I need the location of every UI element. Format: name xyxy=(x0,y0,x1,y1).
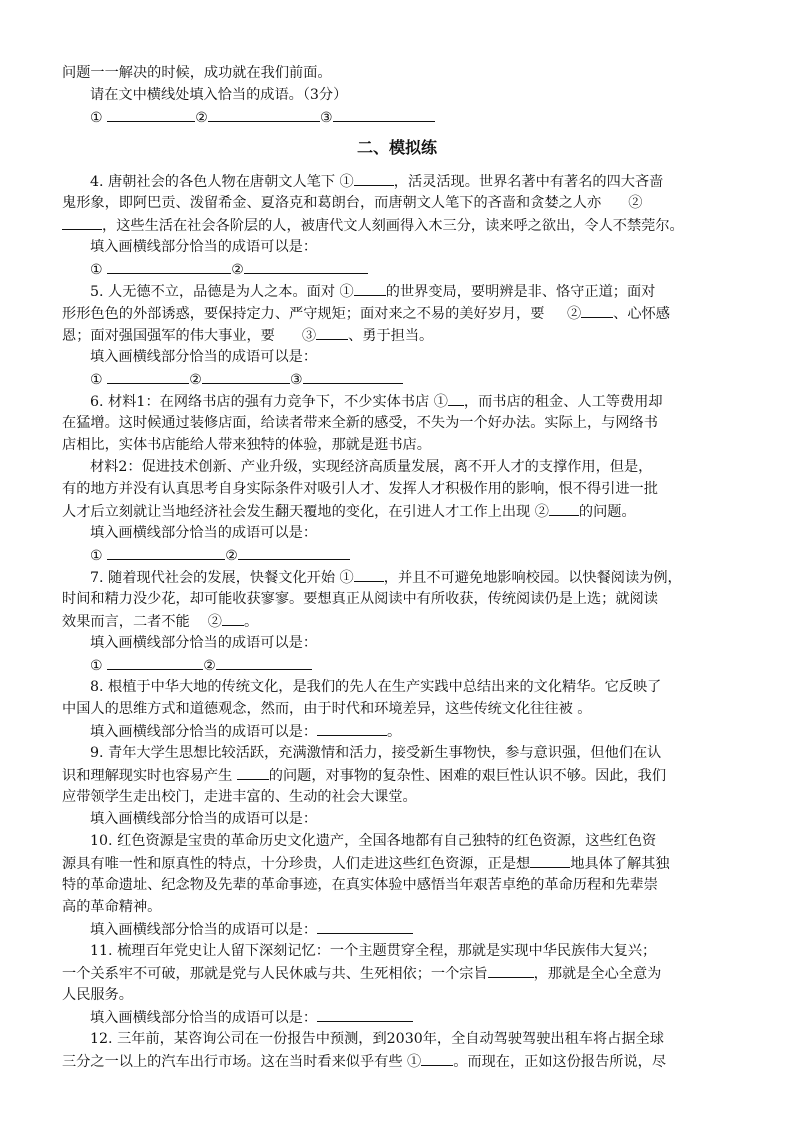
answer-blank[interactable] xyxy=(107,106,195,122)
q7-prompt: 填入画横线部分恰当的成语可以是： xyxy=(90,635,318,651)
answer-blank[interactable] xyxy=(317,918,413,934)
q10-line-3: 特的革命遗址、纪念物及先辈的革命事迹，在真实体验中感悟当年艰苦卓绝的革命历程和先辈崇 xyxy=(62,877,658,893)
intro-blanks xyxy=(90,106,770,129)
intro-line-2: 请在文中横线处填入恰当的成语。（3分） xyxy=(90,87,348,103)
q9-prompt: 填入画横线部分恰当的成语可以是： xyxy=(90,811,318,827)
answer-blank[interactable] xyxy=(202,368,290,384)
q9-line-1: 9. 青年大学生思想比较活跃，充满激情和活力，接受新生事物快，参与意识强，但他们在认 xyxy=(90,745,662,761)
q11-line-3: 人民服务。 xyxy=(62,987,133,1003)
blank-marker: ③ xyxy=(319,110,333,126)
answer-blank[interactable] xyxy=(107,544,225,560)
q4-line-3: ，这些生活在社会各阶层的人，被唐代文人刻画得入木三分，读来呼之欲出，令人不禁莞尔。 xyxy=(62,214,742,237)
q5-line-1: 5. 人无德不立，品德是为人之本。面对 ① 的世界变局，要明辨是非、恪守正道；面对 xyxy=(90,280,770,303)
answer-blank[interactable] xyxy=(222,610,244,626)
answer-blank[interactable] xyxy=(303,368,403,384)
q4-line-2: 鬼形象，即阿巴贡、泼留希金、夏洛克和葛朗台，而唐朝文人笔下的吝啬和贪婪之人亦 ② xyxy=(62,195,643,211)
answer-blank[interactable] xyxy=(317,720,387,736)
q12-line-2: 三分之一以上的汽车出行市场。这在当时看来似乎有些 ① 。而现在，正如这份报告所说，尽 xyxy=(62,1050,742,1073)
q6-blanks: ① ② xyxy=(90,544,770,567)
answer-blank[interactable] xyxy=(333,106,435,122)
answer-blank[interactable] xyxy=(208,106,320,122)
answer-blank[interactable] xyxy=(107,258,231,274)
answer-blank[interactable] xyxy=(107,368,189,384)
answer-blank[interactable] xyxy=(354,566,384,582)
answer-blank[interactable] xyxy=(421,1050,453,1066)
q9-line-2: 识和理解现实时也容易产生 的问题，对事物的复杂性、困难的艰巨性认识不够。因此，我们 xyxy=(62,764,742,787)
q11-line-1: 11. 梳理百年党史让人留下深刻记忆：一个主题贯穿全程，那就是实现中华民族伟大复兴； xyxy=(90,943,657,959)
q6-line-4: 材料2：促进技术创新、产业升级，实现经济高质量发展，离不开人才的支撑作用，但是， xyxy=(90,459,653,475)
answer-blank[interactable] xyxy=(244,258,368,274)
q7-blanks: ① ② xyxy=(90,654,770,677)
q5-line-3: 恩；面对强国强军的伟大事业，要 ③ 、勇于担当。 xyxy=(62,324,742,347)
q6-line-2: 在猛增。这时候通过装修店面，给读者带来全新的感受，不失为一个好办法。实际上，与网络书 xyxy=(62,415,658,431)
q8-prompt: 填入画横线部分恰当的成语可以是： 。 xyxy=(90,720,770,743)
q12-line-1: 12. 三年前，某咨询公司在一份报告中预测，到2030年，全自动驾驶驾驶出租车将占据全球 xyxy=(90,1031,664,1047)
answer-blank[interactable] xyxy=(237,764,269,780)
q6-line-6: 人才后立刻就让当地经济社会发生翻天覆地的变化，在引进人才工作上出现 ② 的问题。 xyxy=(62,500,742,523)
section-title: 二、模拟练 xyxy=(356,138,437,157)
blank-marker: ① xyxy=(90,110,103,126)
answer-blank[interactable] xyxy=(316,324,348,340)
q6-line-3: 店相比，实体书店能给人带来独特的体验，那就是逛书店。 xyxy=(62,437,431,453)
q11-line-2: 一个关系牢不可破，那就是党与人民休戚与共、生死相依；一个宗旨 ，那就是全心全意为 xyxy=(62,962,742,985)
q5-prompt: 填入画横线部分恰当的成语可以是： xyxy=(90,349,318,365)
q11-prompt: 填入画横线部分恰当的成语可以是： xyxy=(90,1006,770,1029)
answer-blank[interactable] xyxy=(216,654,312,670)
q8-line-1: 8. 根植于中华大地的传统文化，是我们的先人在生产实践中总结出来的文化精华。它反映了 xyxy=(90,679,662,695)
q10-line-1: 10. 红色资源是宝贵的革命历史文化遗产，全国各地都有自己独特的红色资源，这些红色资 xyxy=(90,833,657,849)
q4-blanks: ① ② xyxy=(90,258,770,281)
answer-blank[interactable] xyxy=(530,852,570,868)
answer-blank[interactable] xyxy=(107,654,203,670)
q7-line-3: 效果而言，二者不能 ② 。 xyxy=(62,610,742,633)
q9-line-3: 应带领学生走出校门，走进丰富的、生动的社会大课堂。 xyxy=(62,789,417,805)
q6-prompt: 填入画横线部分恰当的成语可以是： xyxy=(90,525,318,541)
q8-line-2: 中国人的思维方式和道德观念，然而，由于时代和环境差异，这些传统文化往往被 。 xyxy=(62,701,592,717)
q10-line-2: 源具有唯一性和原真性的特点，十分珍贵，人们走进这些红色资源，正是想 地具体了解其独 xyxy=(62,852,742,875)
q10-line-4: 高的革命精神。 xyxy=(62,899,162,915)
answer-blank[interactable] xyxy=(488,962,534,978)
answer-blank[interactable] xyxy=(238,544,350,560)
q5-line-2: 形形色色的外部诱惑，要保持定力、严守规矩；面对来之不易的美好岁月，要 ② 、心怀感 xyxy=(62,302,742,325)
answer-blank[interactable] xyxy=(549,500,579,516)
q10-prompt: 填入画横线部分恰当的成语可以是： xyxy=(90,918,770,941)
blank-marker: ② xyxy=(195,110,208,126)
answer-blank[interactable] xyxy=(317,1006,413,1022)
answer-blank[interactable] xyxy=(62,214,102,230)
q7-line-1: 7. 随着现代社会的发展，快餐文化开始 ① ，并且不可避免地影响校园。以快餐阅读为例， xyxy=(90,566,770,589)
answer-blank[interactable] xyxy=(354,280,386,296)
q7-line-2: 时间和精力没少花，却可能收获寥寥。要想真正从阅读中有所收获，传统阅读仍是上选；就阅读 xyxy=(62,591,658,607)
q6-line-5: 有的地方并没有认真思考自身实际条件对吸引人才、发挥人才积极作用的影响，恨不得引进一批 xyxy=(62,481,658,497)
answer-blank[interactable] xyxy=(354,170,394,186)
q4-prompt: 填入画横线部分恰当的成语可以是： xyxy=(90,239,318,255)
answer-blank[interactable] xyxy=(448,390,464,406)
intro-line-1: 问题一一解决的时候，成功就在我们前面。 xyxy=(62,65,332,81)
answer-blank[interactable] xyxy=(581,302,613,318)
q5-blanks: ① ② ③ xyxy=(90,368,770,391)
q6-line-1: 6. 材料1：在网络书店的强有力竞争下，不少实体书店 ① ，而书店的租金、人工等费用却 xyxy=(90,390,770,413)
q4-line-1: 4. 唐朝社会的各色人物在唐朝文人笔下 ① ，活灵活现。世界名著中有著名的四大吝啬 xyxy=(90,170,770,193)
